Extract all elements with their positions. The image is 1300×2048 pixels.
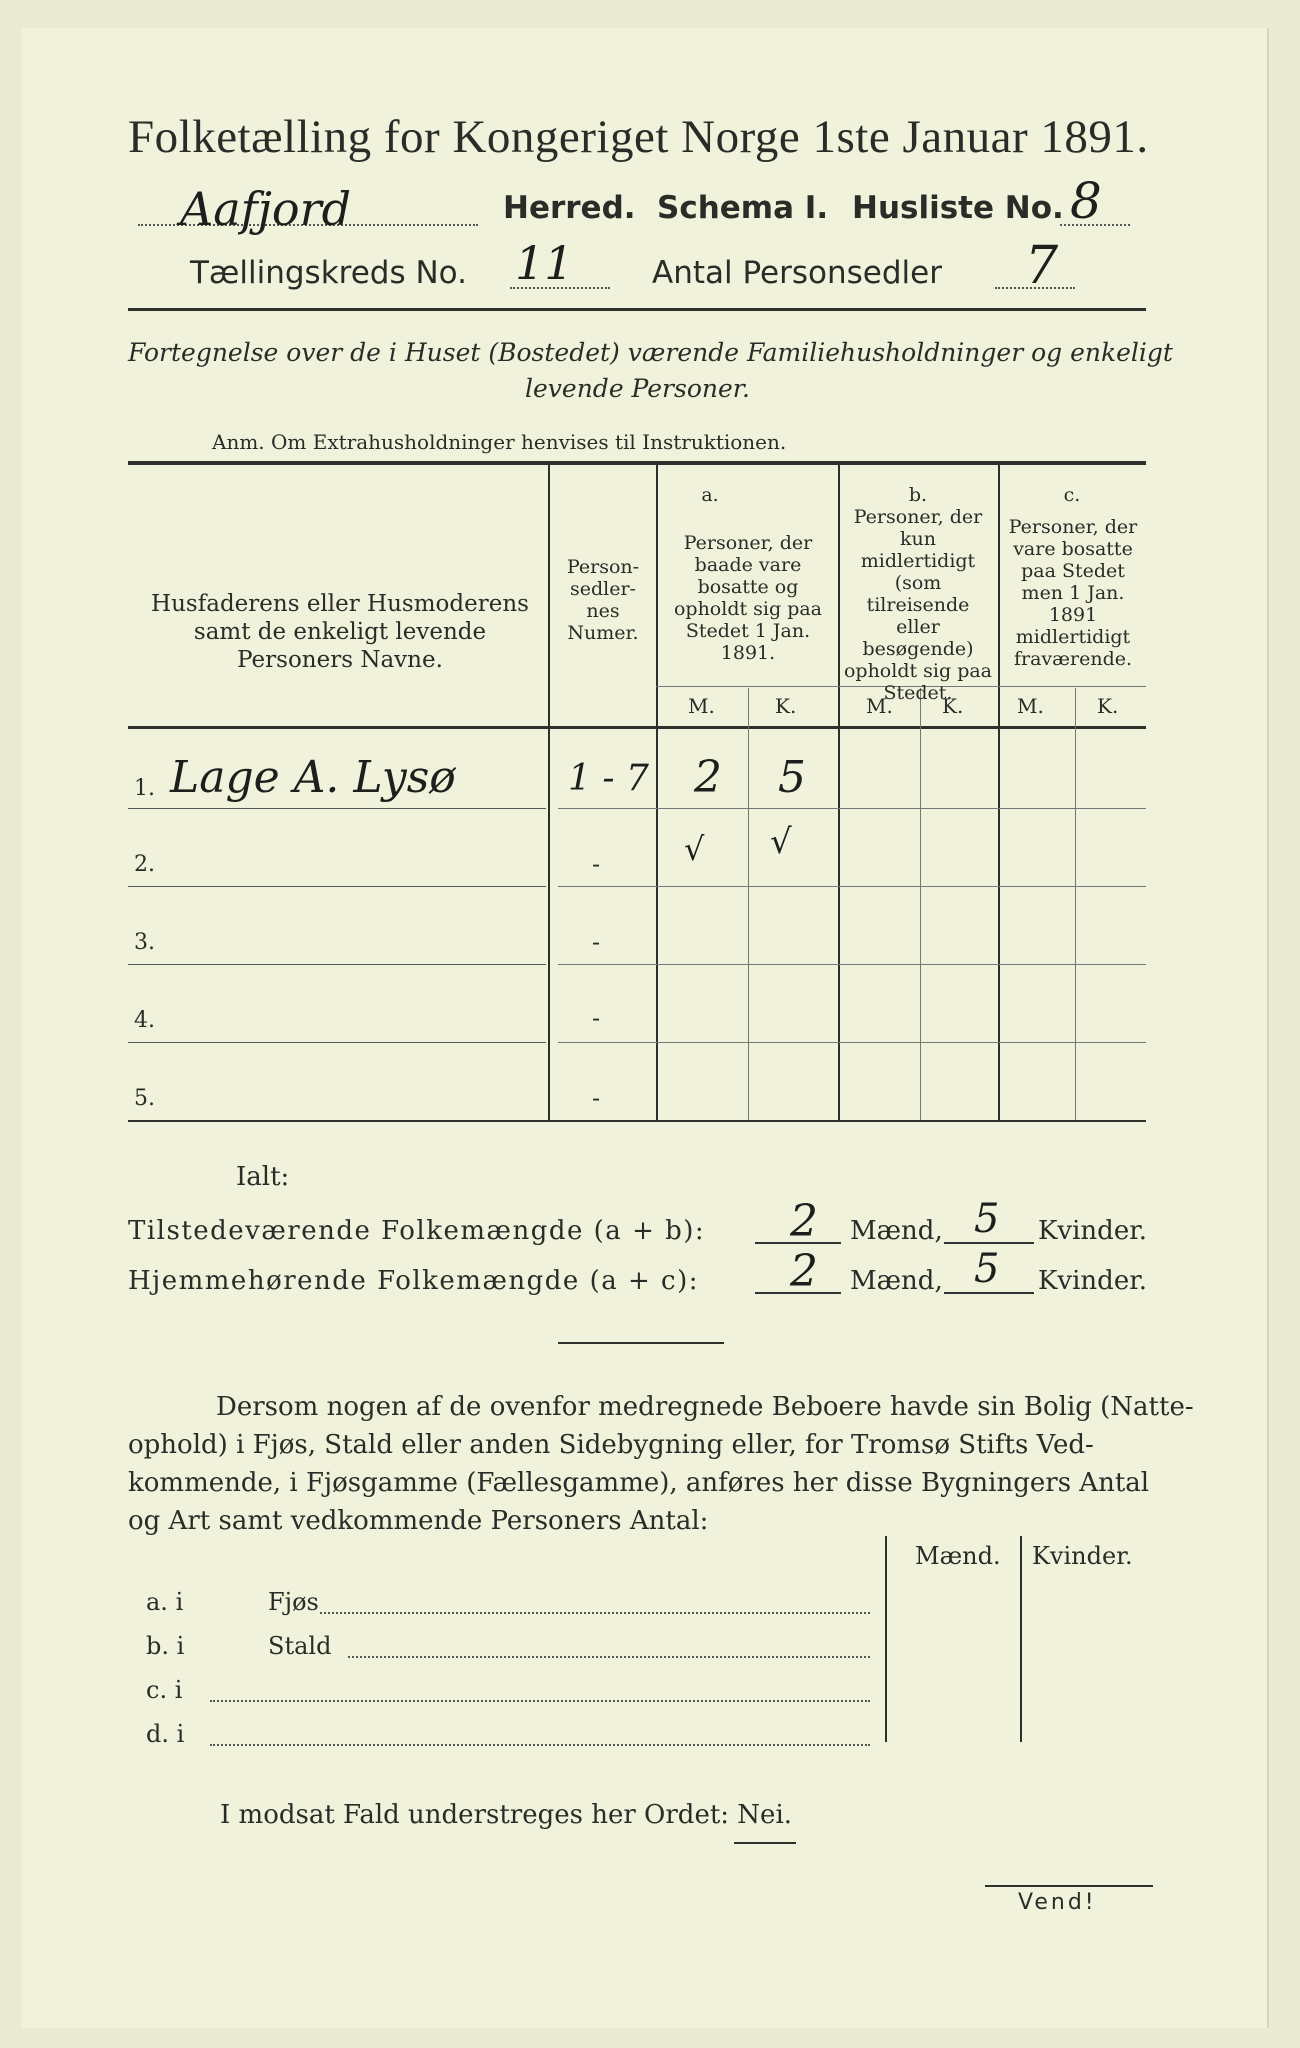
- row-person-num[interactable]: 1 - 7: [568, 758, 649, 799]
- husliste-dots: [1060, 224, 1130, 226]
- col-divider-a-mk: [748, 688, 749, 1120]
- item-dots: [348, 1656, 870, 1658]
- antal-label: Antal Personsedler: [652, 255, 942, 291]
- husliste-value[interactable]: 8: [1070, 172, 1102, 230]
- modsat-note: I modsat Fald understreges her Ordet: Nei.: [220, 1800, 793, 1830]
- hjemme-m-value[interactable]: 2: [790, 1246, 818, 1297]
- item-text: Stald: [268, 1632, 332, 1660]
- table-top-rule: [128, 461, 1146, 465]
- husliste-label: Husliste No.: [852, 190, 1064, 226]
- hjemme-k-line: [944, 1292, 1034, 1294]
- col-b-letter: b.: [908, 484, 928, 506]
- tilstede-label: Tilstedeværende Folkemængde (a + b):: [128, 1216, 706, 1246]
- section-divider: [558, 1342, 724, 1344]
- bottom-col-rule-1: [885, 1536, 887, 1742]
- tilstede-k-value[interactable]: 5: [974, 1196, 1000, 1242]
- col-divider-2: [656, 465, 658, 1120]
- col-divider-c-mk: [1075, 688, 1076, 1120]
- row-person-num: -: [592, 928, 601, 956]
- header-rule: [128, 308, 1146, 311]
- bottom-maend-header: Mænd.: [915, 1542, 1001, 1570]
- row-a-m[interactable]: √: [684, 830, 705, 868]
- row-a-m[interactable]: 2: [694, 752, 722, 803]
- herred-label: Herred.: [503, 190, 636, 226]
- row-rule-4b: [558, 1042, 1146, 1043]
- hjemme-k-value[interactable]: 5: [974, 1246, 1000, 1292]
- item-text: Fjøs: [268, 1588, 319, 1616]
- col-a-header: Personer, der baade vare bosatte og opholdt sig paa Stedet 1 Jan. 1891.: [673, 532, 823, 664]
- b-m-header: M.: [866, 694, 893, 718]
- anm-note: Anm. Om Extrahusholdninger henvises til Instruktionen.: [212, 430, 787, 454]
- row-number: 3.: [134, 930, 155, 955]
- c-k-header: K.: [1097, 694, 1119, 718]
- row-number: 5.: [134, 1086, 155, 1111]
- c-m-header: M.: [1017, 694, 1044, 718]
- bottom-col-rule-2: [1020, 1536, 1022, 1742]
- row-rule-1: [128, 808, 546, 809]
- bottom-kvinder-header: Kvinder.: [1032, 1542, 1133, 1570]
- a-m-header: M.: [688, 694, 715, 718]
- row-rule-2b: [558, 886, 1146, 887]
- col-divider-1: [548, 465, 550, 1120]
- tilstede-m-value[interactable]: 2: [790, 1196, 818, 1247]
- item-dots: [320, 1612, 870, 1614]
- census-form-sheet: [22, 28, 1269, 2028]
- kvinder-label-2: Kvinder.: [1038, 1266, 1148, 1296]
- kreds-label: Tællingskreds No.: [190, 255, 467, 291]
- col-c-letter: c.: [1063, 484, 1081, 506]
- row-rule-3b: [558, 964, 1146, 965]
- intro-line-2: levende Personer.: [525, 374, 750, 403]
- item-label: b. i: [146, 1632, 185, 1660]
- row-rule-3: [128, 964, 546, 965]
- row-person-num: -: [592, 1084, 601, 1112]
- col-divider-3: [838, 465, 840, 1120]
- bottom-p2: ophold) i Fjøs, Stald eller anden Sidebygning eller, for Tromsø Stifts Ved-: [128, 1430, 1094, 1460]
- kreds-value[interactable]: 11: [515, 236, 574, 290]
- row-person-num: -: [592, 850, 601, 878]
- antal-dots: [995, 287, 1075, 289]
- form-title: Folketælling for Kongeriget Norge 1ste Januar 1891.: [128, 111, 1149, 163]
- vend-label: Vend!: [1018, 1890, 1097, 1915]
- table-header-rule: [128, 726, 1146, 729]
- col-a-letter: a.: [701, 484, 719, 506]
- maend-label-1: Mænd,: [850, 1216, 943, 1246]
- row-rule-4: [128, 1042, 546, 1043]
- row-a-k[interactable]: 5: [778, 752, 806, 803]
- schema-label: Schema I.: [657, 190, 829, 226]
- bottom-p4: og Art samt vedkommende Personers Antal:: [128, 1506, 709, 1536]
- ialt-label: Ialt:: [236, 1162, 290, 1192]
- item-dots: [210, 1744, 870, 1746]
- b-k-header: K.: [942, 694, 964, 718]
- col-name-header: Husfaderens eller Husmoderens samt de enkeligt levende Personers Navne.: [151, 591, 529, 673]
- bottom-p1: Dersom nogen af de ovenfor medregnede Beboere havde sin Bolig (Natte-: [216, 1392, 1194, 1422]
- tilstede-k-line: [944, 1242, 1034, 1244]
- col-num-header: Person-sedler-nes Numer.: [566, 556, 640, 644]
- bottom-p3: kommende, i Fjøsgamme (Fællesgamme), anføres her disse Bygningers Antal: [128, 1468, 1150, 1498]
- row-person-num: -: [592, 1004, 601, 1032]
- col-b-header: Personer, der kun midlertidigt (som tilreisende eller besøgende) opholdt sig paa Stedet.: [843, 506, 993, 704]
- item-dots: [210, 1700, 870, 1702]
- a-k-header: K.: [775, 694, 797, 718]
- vend-rule: [985, 1885, 1153, 1887]
- intro-line-1: Fortegnelse over de i Huset (Bostedet) værende Familiehusholdninger og enkeligt: [128, 338, 1173, 367]
- hjemme-label: Hjemmehørende Folkemængde (a + c):: [128, 1266, 699, 1296]
- item-label: c. i: [146, 1676, 183, 1704]
- row-rule-2: [128, 886, 546, 887]
- item-label: a. i: [146, 1588, 184, 1616]
- herred-value: Aafjord: [180, 182, 352, 236]
- row-number: 2.: [134, 852, 155, 877]
- row-rule-1b: [558, 808, 1146, 809]
- nei-underline: [734, 1842, 796, 1844]
- row-name[interactable]: Lage A. Lysø: [170, 752, 456, 803]
- col-c-header: Personer, der vare bosatte paa Stedet men 1 Jan. 1891 midlertidigt fraværende.: [1008, 516, 1138, 670]
- table-bottom-rule: [128, 1120, 1146, 1122]
- col-divider-b-mk: [920, 688, 921, 1120]
- antal-value[interactable]: 7: [1025, 236, 1059, 296]
- row-a-k[interactable]: √: [770, 822, 792, 862]
- row-number: 1.: [134, 776, 155, 801]
- item-label: d. i: [146, 1720, 185, 1748]
- kreds-dots: [510, 287, 610, 289]
- maend-label-2: Mænd,: [850, 1266, 943, 1296]
- row-number: 4.: [134, 1008, 155, 1033]
- kvinder-label-1: Kvinder.: [1038, 1216, 1148, 1246]
